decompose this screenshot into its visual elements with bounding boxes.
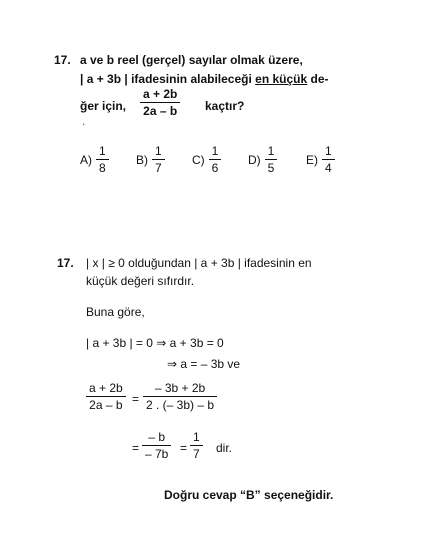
stray-dot: .: [82, 114, 86, 128]
solution-fraction-3: [142, 431, 171, 460]
solution-line-3: Buna göre,: [86, 305, 145, 319]
option-d: [248, 145, 277, 174]
solution-line-5: ⇒ a = – 3b ve: [167, 357, 241, 371]
option-d-denominator: 5: [265, 159, 278, 174]
solution-fraction-2-numerator: – 3b + 2b: [154, 381, 206, 395]
option-e-denominator: 4: [322, 159, 335, 174]
question-abs-expression: | a + 3b |: [80, 72, 128, 86]
option-c: [192, 145, 221, 174]
solution-fraction-1: [86, 382, 126, 411]
option-a-numerator: 1: [99, 144, 106, 158]
question-line-2: [80, 72, 329, 86]
solution-fraction-2: [143, 382, 217, 411]
question-fraction-denominator: 2a – b: [140, 102, 180, 117]
solution-fraction-4-numerator: 1: [193, 430, 200, 444]
option-b-numerator: 1: [155, 144, 162, 158]
option-e-fraction: [322, 145, 335, 174]
question-line-3-start: ğer için,: [80, 99, 127, 113]
option-d-label: D): [248, 152, 261, 167]
option-a-fraction: [96, 145, 109, 174]
option-a: [80, 145, 109, 174]
option-a-label: A): [80, 152, 92, 167]
solution-fraction-3-numerator: – b: [148, 430, 166, 444]
question-line-2-text: ifadesinin alabileceği: [131, 72, 252, 86]
solution-fraction-4: [190, 431, 203, 460]
option-b-denominator: 7: [152, 159, 165, 174]
option-e-numerator: 1: [325, 144, 332, 158]
solution-line-2: küçük değeri sıfırdır.: [86, 274, 195, 288]
solution-line-4: | a + 3b | = 0 ⇒ a + 3b = 0: [86, 336, 224, 350]
solution-fraction-2-denominator: 2 . (– 3b) – b: [143, 396, 217, 411]
solution-line-1: | x | ≥ 0 olduğundan | a + 3b | ifadesinin en: [86, 256, 312, 270]
equals-sign-2: =: [132, 441, 140, 455]
option-e: [306, 145, 335, 174]
option-b-label: B): [136, 152, 148, 167]
option-b: [136, 145, 165, 174]
solution-fraction-1-denominator: 2a – b: [86, 396, 125, 411]
equals-sign-3: =: [180, 441, 188, 455]
solution-number: 17.: [57, 256, 74, 270]
solution-fraction-4-denominator: 7: [190, 445, 203, 460]
option-a-denominator: 8: [96, 159, 109, 174]
question-line-3-end: kaçtır?: [205, 99, 245, 113]
question-number: 17.: [54, 53, 71, 67]
question-line-2-end: de-: [310, 72, 329, 86]
question-fraction: [140, 88, 180, 117]
solution-dir: dir.: [216, 441, 233, 455]
question-line-1: a ve b reel (gerçel) sayılar olmak üzere,: [80, 53, 303, 67]
solution-fraction-1-numerator: a + 2b: [89, 381, 123, 395]
solution-fraction-3-denominator: – 7b: [142, 445, 171, 460]
option-c-numerator: 1: [211, 144, 219, 158]
question-fraction-numerator: a + 2b: [143, 87, 178, 101]
option-b-fraction: [152, 145, 165, 174]
option-c-fraction: [209, 145, 222, 174]
option-c-denominator: 6: [209, 159, 222, 174]
equals-sign-1: =: [132, 392, 140, 406]
question-underlined-phrase: en küçük: [255, 72, 308, 86]
option-c-label: C): [192, 152, 205, 167]
option-e-label: E): [306, 152, 318, 167]
answer-statement: Doğru cevap “B” seçeneğidir.: [164, 488, 334, 502]
option-d-numerator: 1: [267, 144, 275, 158]
option-d-fraction: [265, 145, 278, 174]
